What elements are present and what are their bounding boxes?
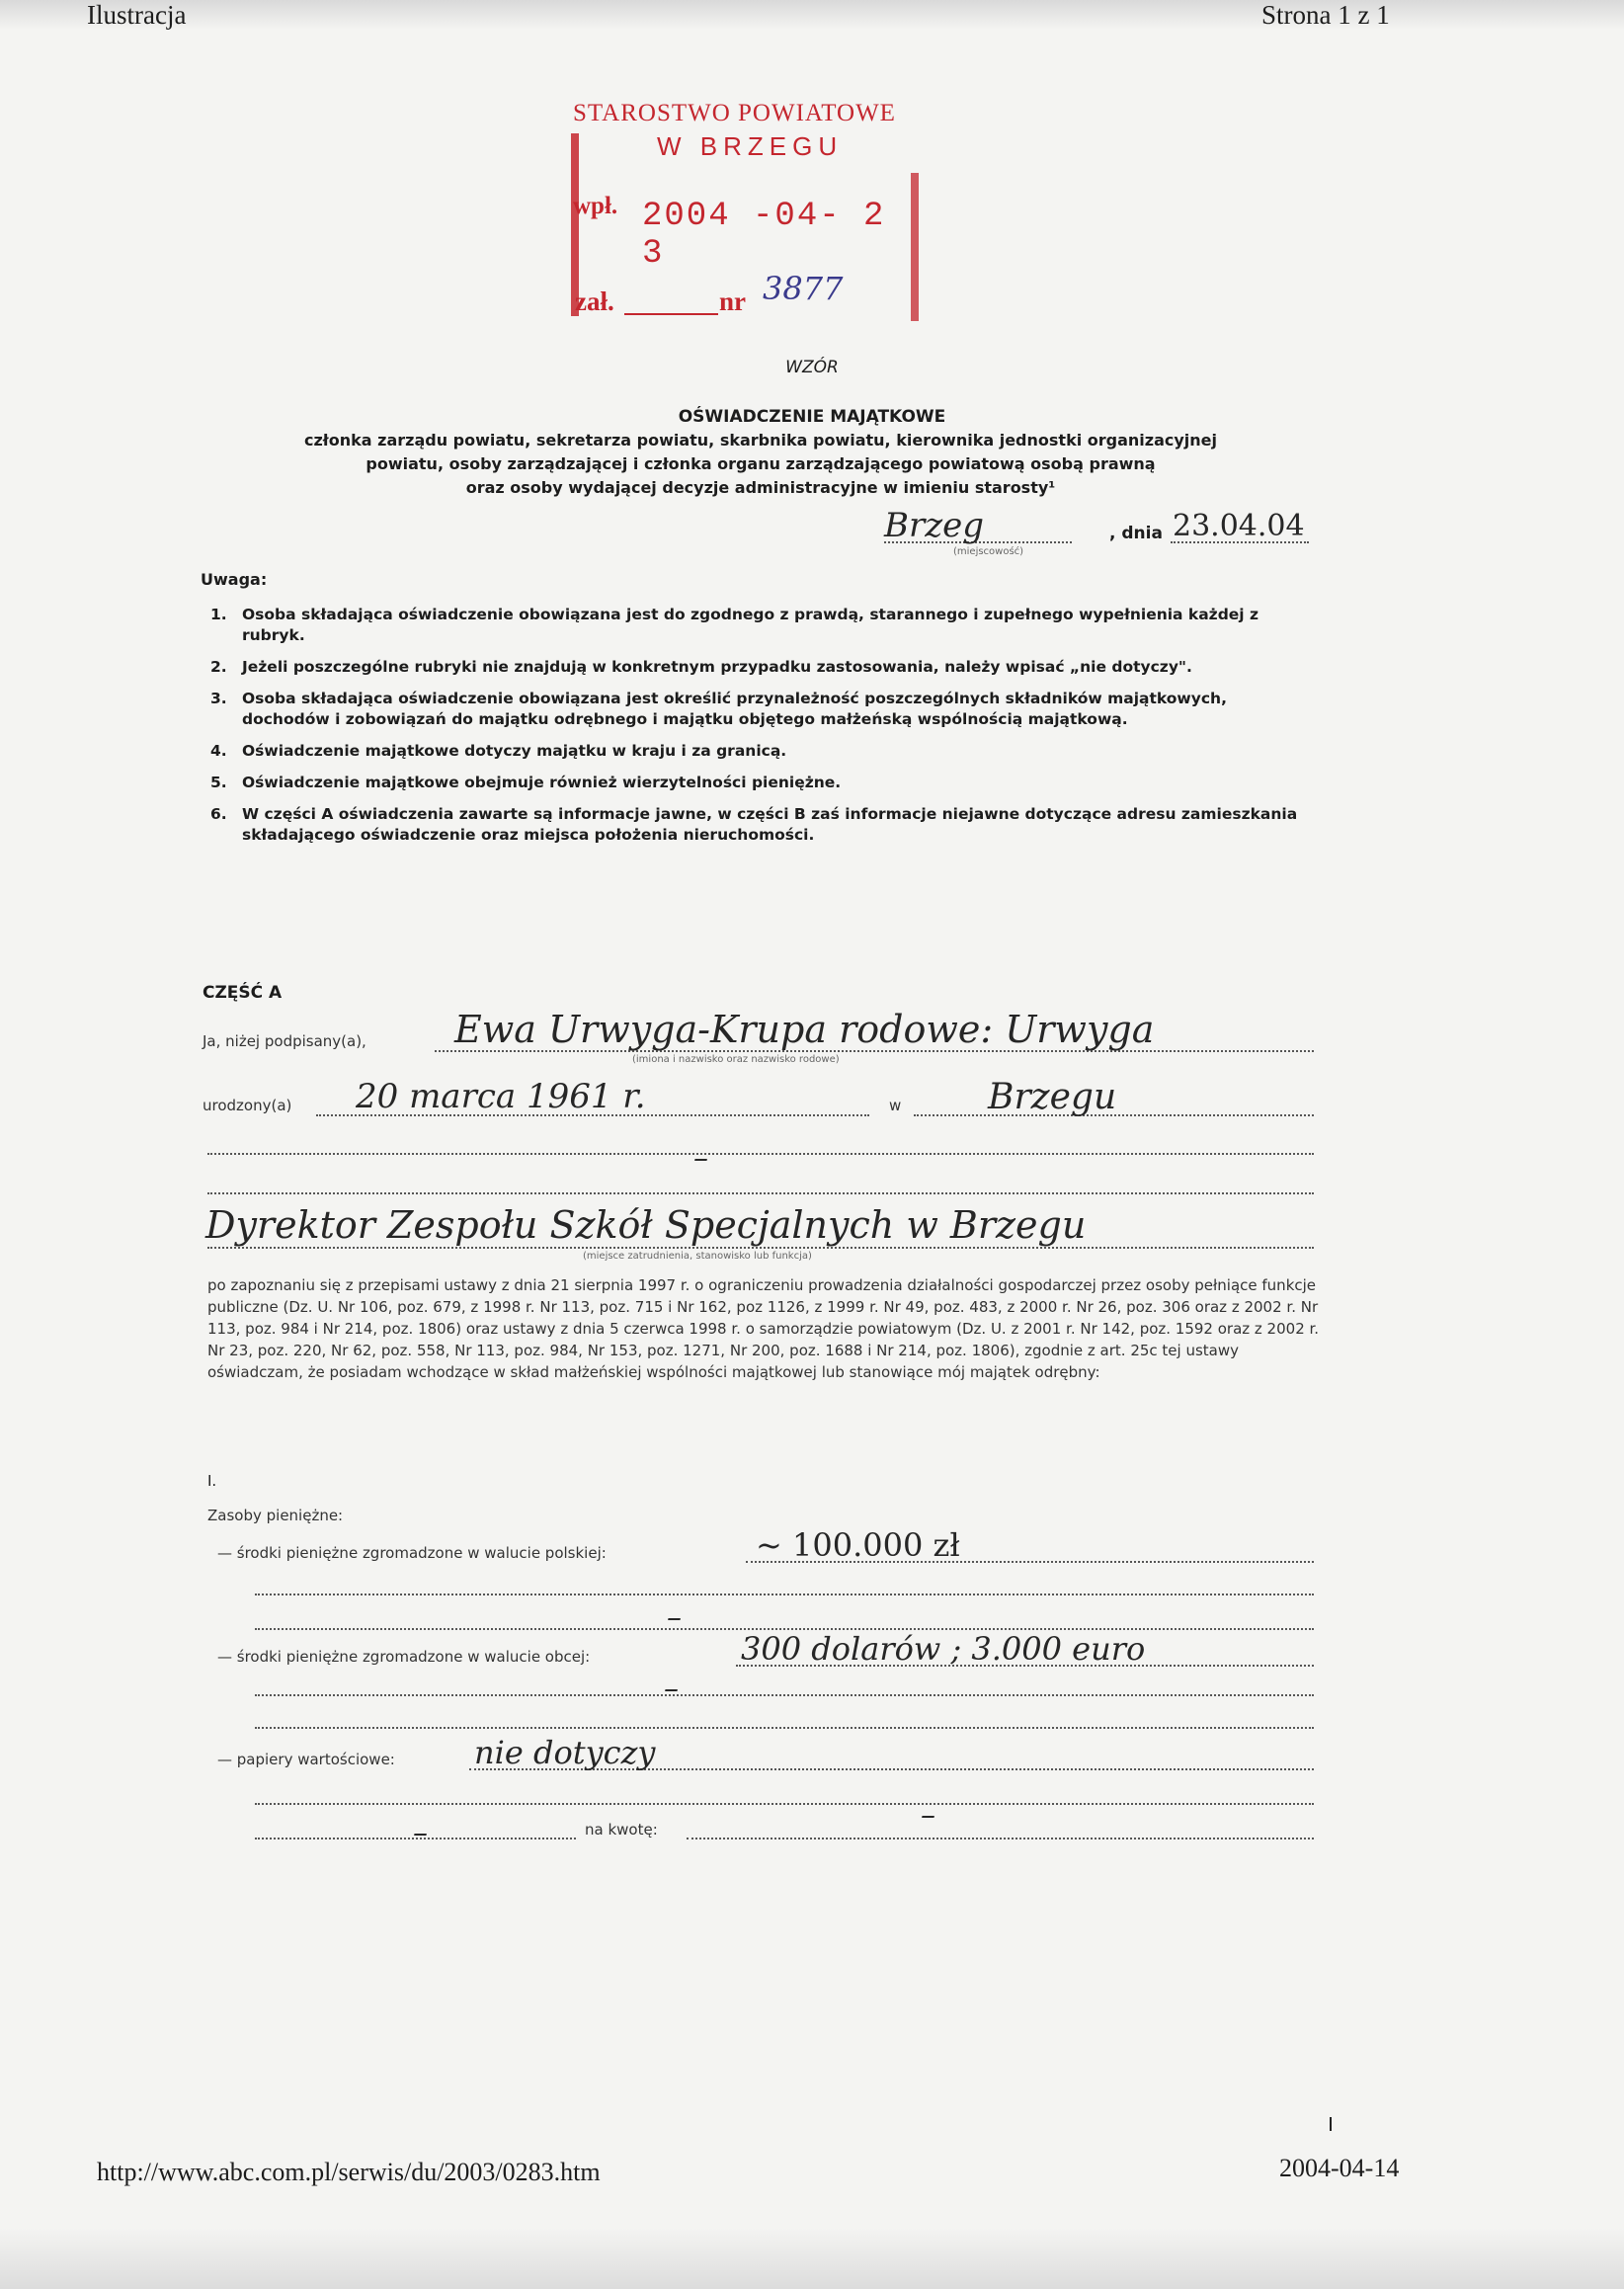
section-1-number: I. [207, 1472, 217, 1490]
pln-label: — środki pieniężne zgromadzone w walucie polskiej: [217, 1544, 607, 1562]
stamp-office-city: W BRZEGU [657, 131, 844, 161]
note-item [210, 804, 1317, 846]
amount-label: na kwotę: [585, 1821, 658, 1839]
page-mark [1330, 2117, 1332, 2131]
section-1-heading: Zasoby pieniężne: [207, 1507, 344, 1524]
footer-date: 2004-04-14 [1279, 2154, 1400, 2182]
legal-paragraph: po zapoznaniu się z przepisami ustawy z dnia 21 sierpnia 1997 r. o ograniczeniu prowadzenia działalności gospodarczej przez osoby pełniące funkcje publiczne (Dz. U. Nr 106, poz. 679, z 1998 r. Nr 113, poz. 715 i Nr 162, poz 1126, z 1999 r. Nr 49, poz. 483, z 2000 r. Nr 26, poz. 306 oraz z 2002 r. Nr 113, poz. 984 i Nr 214, poz. 1806) oraz ustawy z dnia 5 czerwca 1998 r. o samorządzie powiatowym (Dz. U. z 2001 r. Nr 142, poz. 1592 oraz z 2002 r. Nr 23, poz. 220, Nr 62, poz. 558, Nr 113, poz. 984, Nr 153, poz. 1271, Nr 200, poz. 1688 i Nr 214, poz. 1806), zgodnie z art. 25c tej ustawy oświadczam, że posiadam wchodzące w skład małżeńskiej wspólności majątkowej lub stanowiące mój majątek odrębny: [207, 1276, 1320, 1381]
signed-value: Ewa Urwyga-Krupa rodowe: Urwyga [454, 1008, 1155, 1051]
note-text: Oświadczenie majątkowe obejmuje również wierzytelności pieniężne. [242, 774, 842, 791]
pln-dash: – [667, 1600, 682, 1635]
notes-heading: Uwaga: [201, 570, 268, 589]
stamp-office-name: STAROSTWO POWIATOWE [573, 100, 896, 126]
place-value: Brzeg [884, 506, 985, 545]
stamp-attachments-line [624, 313, 718, 315]
stamp-number-value: 3877 [763, 270, 844, 307]
stamp-received-date: 2004 -04- 2 3 [642, 198, 886, 273]
foreign-dash: – [664, 1672, 679, 1706]
foreign-label: — środki pieniężne zgromadzone w walucie obcej: [217, 1648, 591, 1666]
blank-line [255, 1803, 1314, 1805]
note-item [210, 741, 1317, 762]
amount-dash: – [921, 1798, 935, 1833]
note-item [210, 689, 1317, 730]
place-caption: (miejscowość) [953, 546, 1024, 557]
note-text: Osoba składająca oświadczenie obowiązana jest do zgodnego z prawdą, starannego i zupełnego wypełnienia każdej z rubryk. [242, 606, 1259, 644]
header-right: Strona 1 z 1 [1261, 0, 1390, 30]
securities-label: — papiery wartościowe: [217, 1751, 395, 1768]
blank-dash: – [693, 1141, 708, 1176]
stamp-number-label: nr [719, 286, 746, 316]
note-number: 2. [210, 658, 227, 676]
stamp-attachments-label: zał. [575, 286, 614, 316]
footer-url: http://www.abc.com.pl/serwis/du/2003/0283.htm [97, 2158, 601, 2186]
date-value: 23.04.04 [1173, 509, 1305, 543]
amount-field-line [687, 1838, 1314, 1839]
employment-value: Dyrektor Zespołu Szkół Specjalnych w Brzegu [205, 1203, 1087, 1247]
born-in-value: Brzegu [988, 1077, 1117, 1117]
note-text: Oświadczenie majątkowe dotyczy majątku w kraju i za granicą. [242, 742, 787, 760]
stamp-received-label: wpł. [573, 193, 618, 219]
note-item [210, 605, 1317, 646]
note-number: 3. [210, 690, 227, 707]
securities-dash: – [413, 1816, 428, 1850]
securities-value: nie dotyczy [474, 1734, 656, 1771]
registry-stamp [563, 94, 929, 331]
notes-list [210, 605, 1317, 857]
note-text: W części A oświadczenia zawarte są informacje jawne, w części B zaś informacje niejawne dotyczące adresu zamieszkania składającego oświadczenie oraz miejsca położenia nieruchomości. [242, 805, 1298, 844]
blank-line [255, 1594, 1314, 1595]
blank-line [207, 1153, 1314, 1155]
employment-caption: (miejsce zatrudnienia, stanowisko lub funkcja) [583, 1251, 812, 1262]
scan-edge-bottom [0, 2228, 1624, 2289]
date-label: , dnia [1109, 524, 1163, 543]
note-number: 5. [210, 774, 227, 791]
blank-line [207, 1192, 1314, 1194]
form-subtitle-line-2: powiatu, osoby zarządzającej i członka organu zarządzającego powiatową osobą prawną [365, 454, 1156, 473]
header-left: Ilustracja [87, 0, 187, 30]
signed-label: Ja, niżej podpisany(a), [203, 1032, 366, 1050]
form-subtitle-line-1: członka zarządu powiatu, sekretarza powiatu, skarbnika powiatu, kierownika jednostki organizacyjnej [304, 431, 1217, 450]
born-value: 20 marca 1961 r. [356, 1077, 646, 1116]
pln-value: ~ 100.000 zł [756, 1526, 960, 1564]
note-number: 4. [210, 742, 227, 760]
signed-caption: (imiona i nazwisko oraz nazwisko rodowe) [632, 1054, 840, 1065]
note-item [210, 657, 1317, 678]
blank-line [255, 1727, 1314, 1729]
foreign-value: 300 dolarów ; 3.000 euro [741, 1630, 1146, 1668]
born-label: urodzony(a) [203, 1097, 292, 1114]
form-subtitle-line-3: oraz osoby wydającej decyzje administracyjne w imieniu starosty¹ [465, 478, 1056, 497]
form-title: OŚWIADCZENIE MAJĄTKOWE [678, 407, 946, 427]
note-item [210, 773, 1317, 793]
note-number: 6. [210, 805, 227, 823]
part-a-heading: CZĘŚĆ A [203, 983, 283, 1003]
form-template-label: WZÓR [785, 358, 839, 377]
born-in-label: w [889, 1097, 902, 1114]
blank-line [255, 1694, 1314, 1696]
note-text: Osoba składająca oświadczenie obowiązana jest określić przynależność poszczególnych składników majątkowych, dochodów i zobowiązań do majątku odrębnego i majątku objętego małżeńską wspólnością majątkową. [242, 690, 1227, 728]
employment-field-line [207, 1247, 1314, 1249]
note-text: Jeżeli poszczególne rubryki nie znajdują w konkretnym przypadku zastosowania, należy wpisać „nie dotyczy". [242, 658, 1192, 676]
note-number: 1. [210, 606, 227, 623]
